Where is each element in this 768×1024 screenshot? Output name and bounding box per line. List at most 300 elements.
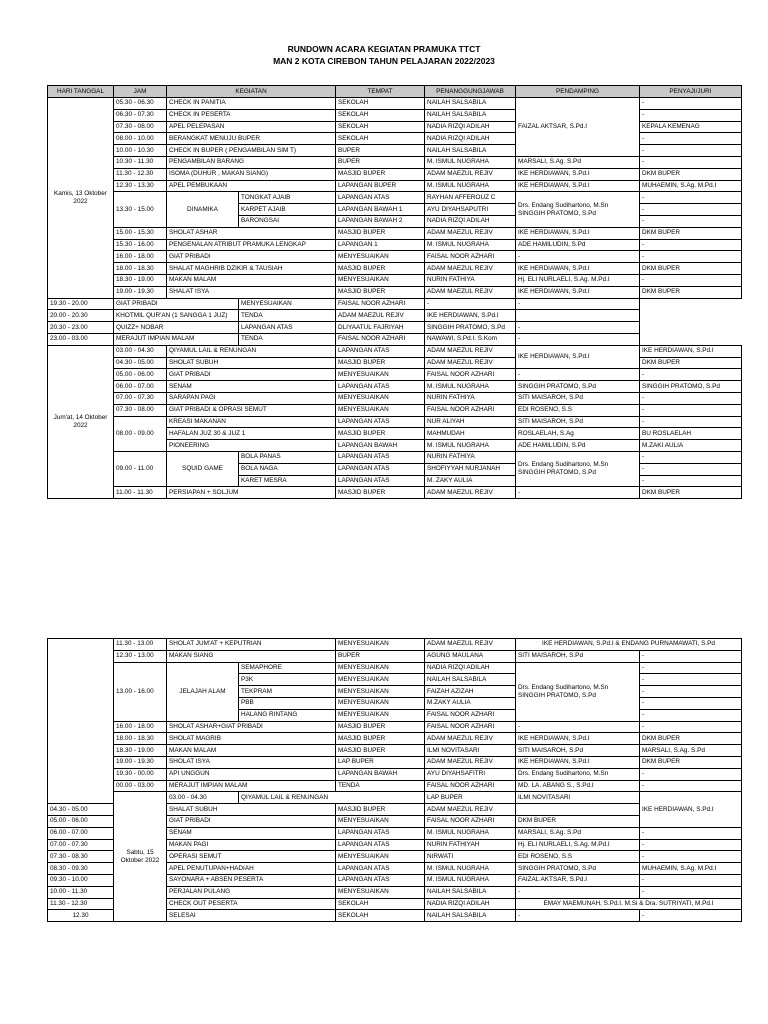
title-line-2: MAN 2 KOTA CIREBON TAHUN PELAJARAN 2022/2023 — [273, 55, 495, 66]
kegiatan-cell: KREASI MAKANAN — [167, 416, 336, 428]
jam-cell: 08.00 - 09.00 — [114, 416, 167, 451]
juri-cell: - — [640, 204, 742, 216]
kegiatan-cell: SHOLAT MAGRIB — [167, 733, 336, 745]
juri-cell: - — [640, 145, 742, 157]
pendamping-name: SINGGIH PRATOMO, S.Pd — [518, 209, 596, 217]
table-row — [48, 310, 742, 322]
tempat-cell: LAPANGAN ATAS — [239, 322, 336, 334]
pj-cell: ADAM MAEZUL REJIV — [425, 345, 516, 357]
tempat-cell: MASJID BUPER — [336, 804, 425, 816]
kegiatan-cell: SHOLAT ASHAR — [167, 227, 336, 239]
pj-cell: ADAM MAEZUL REJIV — [425, 639, 516, 651]
pendamping-cell: Hj. ELI NURLAELI, S.Ag. M.Pd.I — [516, 274, 640, 286]
jam-cell: 08.00 - 10.00 — [114, 133, 167, 145]
jam-cell: 03.00 - 04.30 — [114, 345, 167, 357]
juri-cell: DKM BUPER — [640, 733, 742, 745]
juri-cell: - — [640, 475, 742, 487]
jam-cell: 05.00 - 06.00 — [114, 369, 167, 381]
table-row — [48, 416, 742, 428]
table-row — [48, 662, 742, 674]
pj-cell: ADAM MAEZUL REJIV — [425, 357, 516, 369]
kegiatan-cell: GIAT PRIBADI — [167, 369, 336, 381]
juri-cell: - — [640, 251, 742, 263]
kegiatan-group-cell: SQUID GAME — [167, 451, 239, 486]
kegiatan-cell: MERAJUT IMPIAN MALAM — [167, 780, 336, 792]
pendamping-cell: IKE HERDIAWAN, S.Pd.I & ENDANG PURNAMAWATI, S.Pd — [516, 639, 742, 651]
juri-cell: DKM BUPER — [640, 168, 742, 180]
table-row — [48, 768, 742, 780]
header-jam: JAM — [114, 86, 167, 98]
jam-cell: 12.30 - 13.30 — [114, 180, 167, 192]
tempat-cell: LAPANGAN 1 — [336, 239, 425, 251]
sub-kegiatan-cell: KARPET AJAIB — [239, 204, 336, 216]
kegiatan-cell: SHALAT SUBUH — [167, 804, 336, 816]
pj-cell: ADAM MAEZUL REJIV — [425, 804, 516, 816]
juri-cell: M.ZAKI AULIA — [640, 440, 742, 452]
juri-cell: - — [640, 768, 742, 780]
pendamping-cell — [516, 662, 640, 721]
kegiatan-cell: PENGENALAN ATRIBUT PRAMUKA LENGKAP — [167, 239, 336, 251]
pj-cell: ILMI NOVITASARI — [425, 745, 516, 757]
sub-kegiatan-cell: KARET MESRA — [239, 475, 336, 487]
tempat-cell: TENDA — [239, 310, 336, 322]
pj-cell: M. ISMUL NUGRAHA — [425, 440, 516, 452]
tempat-cell: TENDA — [239, 333, 336, 345]
pendamping-cell: - — [516, 886, 640, 898]
table-row — [48, 381, 742, 393]
pj-cell: ADAM MAEZUL REJIV — [425, 263, 516, 275]
table-row — [48, 227, 742, 239]
tempat-cell: MENYESUAIKAN — [336, 404, 425, 416]
pj-cell: FAISAL NOOR AZHARI — [336, 333, 425, 345]
kegiatan-cell: HAFALAN JUZ 30 & JUZ 1 — [167, 428, 336, 440]
kegiatan-cell: QUIZZ+ NOBAR — [114, 322, 239, 334]
jam-cell: 05.00 - 06.00 — [48, 815, 114, 827]
kegiatan-cell: SHALAT MAGHRIB DZIKIR & TAUSIAH — [167, 263, 336, 275]
pendamping-cell — [516, 192, 640, 227]
pj-cell: NAILAH SALSABILA — [425, 98, 516, 110]
kegiatan-cell: SHALAT ISYA — [167, 286, 336, 298]
pendamping-cell: IKE HERDIAWAN, S.Pd.I — [516, 733, 640, 745]
kegiatan-cell: APEL PEMBUKAAN — [167, 180, 336, 192]
table-row — [48, 345, 742, 357]
pendamping-cell: FAIZAL AKTSAR, S.Pd.I — [516, 874, 640, 886]
jam-cell: 16.00 - 18.00 — [114, 721, 167, 733]
day-cell-jumat-cont — [48, 639, 114, 804]
juri-cell: - — [640, 451, 742, 463]
table-row — [48, 639, 742, 651]
jam-cell: 18.30 - 19.00 — [114, 745, 167, 757]
kegiatan-cell: CHECK OUT PESERTA — [167, 898, 336, 910]
table-row — [48, 168, 742, 180]
pj-cell: FAISAL NOOR AZHARI — [425, 369, 516, 381]
jam-cell: 06.00 - 07.00 — [48, 827, 114, 839]
juri-cell: DKM BUPER — [640, 357, 742, 369]
juri-cell: - — [516, 333, 640, 345]
header-row — [48, 86, 742, 98]
pj-cell: NADIA RIZQI ADILAH — [425, 662, 516, 674]
tempat-cell: MENYESUAIKAN — [336, 697, 425, 709]
pendamping-cell: ADE HAMILUDIN, S.Pd — [516, 440, 640, 452]
tempat-cell: MENYESUAIKAN — [336, 392, 425, 404]
tempat-cell: SEKOLAH — [336, 133, 425, 145]
kegiatan-cell: PENGAMBILAN BARANG — [167, 156, 336, 168]
pj-cell: ADAM MAEZUL REJIV — [425, 168, 516, 180]
tempat-cell: MENYESUAIKAN — [336, 369, 425, 381]
table-row — [48, 286, 742, 298]
header-pendamping: PENDAMPING — [516, 86, 640, 98]
tempat-cell: MASJID BUPER — [336, 357, 425, 369]
schedule-table-2 — [47, 638, 742, 922]
pendamping-cell: IKE HERDIAWAN, S.Pd.I — [516, 227, 640, 239]
pendamping-cell: SINGGIH PRATOMO, S.Pd — [516, 381, 640, 393]
jam-cell: 11.30 - 12.30 — [48, 898, 114, 910]
tempat-cell: MASJID BUPER — [336, 286, 425, 298]
pj-cell: FAISAL NOOR AZHARI — [425, 815, 516, 827]
tempat-cell: LAPANGAN ATAS — [336, 874, 425, 886]
pj-cell: NADIA RIZQI ADILAH — [425, 133, 516, 145]
sub-kegiatan-cell: BOLA PANAS — [239, 451, 336, 463]
tempat-cell: MASJID BUPER — [336, 745, 425, 757]
pendamping-cell: IKE HERDIAWAN, S.Pd.I — [516, 263, 640, 275]
pendamping-cell: Drs. Endang Sudihartono, M.Sn — [516, 768, 640, 780]
pendamping-cell: - — [516, 369, 640, 381]
tempat-cell: LAPANGAN BAWAH — [336, 768, 425, 780]
sub-kegiatan-cell: HALANG RINTANG — [239, 709, 336, 721]
pendamping-name: Drs. Endang Sudihartono, M.Sn — [518, 461, 609, 469]
pj-cell: FAISAL NOOR AZHARI — [425, 780, 516, 792]
pendamping-name: SINGGIH PRATOMO, S.Pd — [518, 469, 596, 477]
pendamping-name: Drs. Endang Sudihartono, M.Sn — [518, 201, 609, 209]
pj-cell: MAHMUDAH — [425, 428, 516, 440]
table-row — [48, 404, 742, 416]
jam-cell: 10.00 - 10.30 — [114, 145, 167, 157]
juri-cell: - — [640, 886, 742, 898]
kegiatan-cell: MAKAN MALAM — [167, 274, 336, 286]
pendamping-cell: IKE HERDIAWAN, S.Pd.I — [516, 756, 640, 768]
pendamping-cell: SINGGIH PRATOMO, S.Pd — [516, 863, 640, 875]
tempat-cell: LAPANGAN ATAS — [336, 463, 425, 475]
juri-cell: - — [640, 192, 742, 204]
pj-cell: ADAM MAEZUL REJIV — [336, 310, 425, 322]
kegiatan-cell: BERANGKAT MENUJU BUPER — [167, 133, 336, 145]
tempat-cell: MASJID BUPER — [336, 487, 425, 499]
juri-cell: DKM BUPER — [640, 756, 742, 768]
header-pj: PENANGGUNGJAWAB — [425, 86, 516, 98]
pj-cell: M. ISMUL NUGRAHA — [425, 827, 516, 839]
kegiatan-group-cell: JELAJAH ALAM — [167, 662, 239, 721]
pj-cell: M. ISMUL NUGRAHA — [425, 239, 516, 251]
juri-cell: - — [640, 133, 742, 145]
jam-cell: 06.30 - 07.30 — [114, 109, 167, 121]
header-hari: HARI TANGGAL — [48, 86, 114, 98]
pj-cell: NURIN FATHIYAH — [425, 839, 516, 851]
kegiatan-cell: SENAM — [167, 827, 336, 839]
table-row — [48, 721, 742, 733]
pendamping-cell: FAIZAL AKTSAR, S.Pd.I — [516, 98, 640, 157]
juri-cell: IKE HERDIAWAN, S.Pd.I — [640, 345, 742, 357]
sub-kegiatan-cell: PBB — [239, 697, 336, 709]
pendamping-cell: IKE HERDIAWAN, S.Pd.I — [516, 180, 640, 192]
kegiatan-cell: SHOLAT JUM'AT + KEPUTRIAN — [167, 639, 336, 651]
pj-cell: NADIA RIZQI ADILAH — [425, 215, 516, 227]
tempat-cell: MENYESUAIKAN — [336, 815, 425, 827]
tempat-cell: MENYESUAIKAN — [336, 639, 425, 651]
pj-cell: NAILAH SALSABILA — [425, 674, 516, 686]
pendamping-cell: IKE HERDIAWAN, S.Pd.I — [640, 792, 742, 827]
pj-cell: M. ISMUL NUGRAHA — [425, 381, 516, 393]
jam-cell: 13.30 - 15.00 — [114, 192, 167, 227]
juri-cell: - — [640, 827, 742, 839]
pendamping-cell: - — [516, 721, 640, 733]
kegiatan-cell: MAKAN PAGI — [167, 839, 336, 851]
day-cell-kamis: Kamis, 13 Oktober 2022 — [48, 98, 114, 299]
jam-cell: 19.00 - 19.30 — [114, 756, 167, 768]
jam-cell: 03.00 - 04.30 — [167, 792, 239, 804]
tempat-cell: LAPANGAN BAWAH 1 — [336, 204, 425, 216]
tempat-cell: MASJID BUPER — [336, 721, 425, 733]
jam-cell: 15.30 - 16.00 — [114, 239, 167, 251]
tempat-cell: MASJID BUPER — [336, 263, 425, 275]
table-row — [48, 733, 742, 745]
pj-cell: ILMI NOVITASARI — [516, 792, 640, 804]
kegiatan-cell: SARAPAN PAGI — [167, 392, 336, 404]
tempat-cell: LAPANGAN ATAS — [336, 839, 425, 851]
pendamping-cell: - — [516, 487, 640, 499]
pj-cell: M. ISMUL NUGRAHA — [425, 156, 516, 168]
kegiatan-cell: SELESAI — [167, 910, 336, 922]
juri-cell: DKM BUPER — [516, 815, 640, 827]
kegiatan-cell: MAKAN MALAM — [167, 745, 336, 757]
kegiatan-cell: GIAT PRIBADI — [167, 251, 336, 263]
pj-cell: NADIA RIZQI ADILAH — [425, 898, 516, 910]
tempat-cell: BUPER — [336, 650, 425, 662]
jam-cell: 12.30 - 13.00 — [114, 650, 167, 662]
jam-cell: 07.00 - 07.30 — [114, 392, 167, 404]
pendamping-name: SINGGIH PRATOMO, S.Pd — [518, 691, 596, 699]
pj-cell: DLIYAATUL FAJRIYAH — [336, 322, 425, 334]
table-row — [48, 333, 742, 345]
kegiatan-cell: OPERASI SEMUT — [167, 851, 336, 863]
tempat-cell: SEKOLAH — [336, 910, 425, 922]
pj-cell: AYU DIYAHSAFITRI — [425, 768, 516, 780]
sub-kegiatan-cell: BOLA NAGA — [239, 463, 336, 475]
pj-cell: NADIA RIZQI ADILAH — [425, 121, 516, 133]
juri-cell — [516, 310, 640, 322]
juri-cell: - — [640, 156, 742, 168]
pj-cell: NAILAH SALSABILA — [425, 910, 516, 922]
header-juri: PENYAJI/JURI — [640, 86, 742, 98]
table-row — [48, 156, 742, 168]
jam-cell: 09.30 - 10.00 — [48, 874, 114, 886]
table-row — [48, 263, 742, 275]
kegiatan-cell: PERSIAPAN + SOLJUM — [167, 487, 336, 499]
juri-cell: - — [640, 650, 742, 662]
tempat-cell: MENYESUAIKAN — [336, 886, 425, 898]
kegiatan-cell: GIAT PRIBADI — [114, 298, 239, 310]
jam-cell: 11.00 - 11.30 — [114, 487, 167, 499]
kegiatan-cell: MAKAN SIANG — [167, 650, 336, 662]
juri-cell: - — [640, 839, 742, 851]
kegiatan-cell: KHOTMIL QUR'AN (1 SANGGA 1 JUZ) — [114, 310, 239, 322]
tempat-cell: SEKOLAH — [336, 121, 425, 133]
sub-kegiatan-cell: BARONGSAI — [239, 215, 336, 227]
pj-cell: FAIZAH AZIZAH — [425, 686, 516, 698]
tempat-cell: MENYESUAIKAN — [336, 674, 425, 686]
juri-cell: - — [640, 721, 742, 733]
pendamping-cell: IKE HERDIAWAN, S.Pd.I — [516, 168, 640, 180]
pj-cell: NIRWATI — [425, 851, 516, 863]
jam-cell: 04.30 - 05.00 — [114, 357, 167, 369]
pj-cell: ADAM MAEZUL REJIV — [425, 733, 516, 745]
kegiatan-group-cell: DINAMIKA — [167, 192, 239, 227]
kegiatan-cell: CHECK IN PANITIA — [167, 98, 336, 110]
table-row — [48, 251, 742, 263]
table-row — [48, 451, 742, 463]
jam-cell: 08.30 - 09.30 — [48, 863, 114, 875]
juri-cell: - — [640, 274, 742, 286]
juri-cell: - — [640, 239, 742, 251]
kegiatan-cell: APEL PENUTUPAN+HADIAH — [167, 863, 336, 875]
juri-cell: - — [640, 697, 742, 709]
pendamping-cell: SITI MAISAROH, S.Pd — [516, 392, 640, 404]
pj-cell: NUR ALIYAH — [425, 416, 516, 428]
pendamping-cell: IKE HERDIAWAN, S.Pd.I — [516, 286, 640, 298]
juri-cell: DKM BUPER — [640, 487, 742, 499]
pj-cell: AGUNG MAULANA — [425, 650, 516, 662]
kegiatan-cell: PERJALAN PULANG — [167, 886, 336, 898]
tempat-cell: MENYESUAIKAN — [336, 662, 425, 674]
juri-cell: MUHAEMIN, S.Ag. M.Pd.I — [640, 863, 742, 875]
day-cell-jumat: Jum'at, 14 Oktober 2022 — [48, 345, 114, 498]
sub-kegiatan-cell: SEMAPHORE — [239, 662, 336, 674]
jam-cell: 05.30 - 06.30 — [114, 98, 167, 110]
jam-cell: 18.00 - 18.30 — [114, 263, 167, 275]
jam-cell: 13.00 - 16.00 — [114, 662, 167, 721]
pendamping-cell: - — [516, 910, 640, 922]
jam-cell: 23.00 - 03.00 — [48, 333, 114, 345]
pendamping-cell: IKE HERDIAWAN, S.Pd.I — [516, 345, 640, 369]
tempat-cell: BUPER — [336, 145, 425, 157]
pj-cell: NURIN FATHIYA — [425, 274, 516, 286]
tempat-cell: SEKOLAH — [336, 109, 425, 121]
kegiatan-cell: ISOMA (DUHUR , MAKAN SIANG) — [167, 168, 336, 180]
juri-cell: - — [640, 369, 742, 381]
tempat-cell: BUPER — [336, 156, 425, 168]
table-row — [48, 780, 742, 792]
jam-cell: 11.30 - 12.30 — [114, 168, 167, 180]
kegiatan-cell: SHOLAT ASHAR+GIAT PRIBADI — [167, 721, 336, 733]
juri-cell: - — [640, 392, 742, 404]
pj-cell: NAILAH SALSABILA — [425, 886, 516, 898]
tempat-cell: MENYESUAIKAN — [336, 851, 425, 863]
table-row — [48, 180, 742, 192]
kegiatan-cell: GIAT PRIBADI & OPRASI SEMUT — [167, 404, 336, 416]
kegiatan-cell: CHECK IN PESERTA — [167, 109, 336, 121]
table-row — [48, 756, 742, 768]
jam-cell: 19.30 - 00.00 — [114, 768, 167, 780]
pj-cell: ADAM MAEZUL REJIV — [425, 286, 516, 298]
pendamping-cell: SITI MAISAROH, S.Pd — [516, 416, 640, 428]
table-row — [48, 745, 742, 757]
jam-cell: 06.00 - 07.00 — [114, 381, 167, 393]
juri-cell: MUHAEMIN, S.Ag. M.Pd.I — [640, 180, 742, 192]
juri-cell: - — [640, 851, 742, 863]
pj-cell: M. ISMUL NUGRAHA — [425, 180, 516, 192]
tempat-cell: MENYESUAIKAN — [239, 298, 336, 310]
kegiatan-cell: APEL PELEPASAN — [167, 121, 336, 133]
table-row — [48, 392, 742, 404]
pj-cell: SHOFIYYAH NURJANAH — [425, 463, 516, 475]
tempat-cell: LAPANGAN ATAS — [336, 475, 425, 487]
jam-cell: 20.00 - 20.30 — [48, 310, 114, 322]
tempat-cell: MASJID BUPER — [336, 168, 425, 180]
jam-cell: 16.00 - 18.00 — [114, 251, 167, 263]
kegiatan-cell: API UNGGUN — [167, 768, 336, 780]
tempat-cell: LAPANGAN BAWAH — [336, 440, 425, 452]
tempat-cell: LAPANGAN BAWAH 2 — [336, 215, 425, 227]
jam-cell: 10.30 - 11.30 — [114, 156, 167, 168]
juri-cell: - — [640, 109, 742, 121]
tempat-cell: TENDA — [336, 780, 425, 792]
jam-cell: 07.30 - 08.30 — [48, 851, 114, 863]
tempat-cell: MASJID BUPER — [336, 428, 425, 440]
pj-cell: NURIN FATHIYA — [425, 451, 516, 463]
juri-cell: - — [640, 686, 742, 698]
jam-cell: 15.00 - 15.30 — [114, 227, 167, 239]
table-row — [48, 792, 742, 804]
juri-cell: - — [640, 98, 742, 110]
tempat-cell: LAPANGAN ATAS — [336, 451, 425, 463]
jam-cell: 12.30 — [48, 910, 114, 922]
juri-cell: - — [640, 709, 742, 721]
jam-cell: 18.30 - 19.00 — [114, 274, 167, 286]
juri-cell: - — [640, 674, 742, 686]
kegiatan-cell: SHOLAT ISYA — [167, 756, 336, 768]
kegiatan-cell: SHOLAT SUBUH — [167, 357, 336, 369]
juri-cell: KEPALA KEMENAG — [640, 121, 742, 133]
pj-cell: M. ISMUL NUGRAHA — [425, 874, 516, 886]
jam-cell: 09.00 - 11.00 — [114, 451, 167, 486]
pj-cell: NURIN FATHIYA — [425, 392, 516, 404]
juri-cell: MARSALI, S.Ag. S.Pd — [640, 745, 742, 757]
juri-cell: - — [516, 298, 640, 310]
jam-cell: 07.30 - 08.00 — [114, 121, 167, 133]
tempat-cell: MENYESUAIKAN — [336, 686, 425, 698]
jam-cell: 19.00 - 19.30 — [114, 286, 167, 298]
juri-cell: - — [640, 874, 742, 886]
table-row — [48, 369, 742, 381]
pendamping-cell: SITI MAISAROH, S.Pd — [516, 745, 640, 757]
pendamping-cell: EMAY MAEMUNAH, S.Pd.I. M.Si & Dra. SUTRIYATI, M.Pd.I — [516, 898, 742, 910]
pj-cell: FAISAL NOOR AZHARI — [425, 721, 516, 733]
header-kegiatan: KEGIATAN — [167, 86, 336, 98]
juri-cell: - — [640, 463, 742, 475]
pendamping-cell: - — [425, 298, 516, 310]
pendamping-cell: MARSALI, S.Ag. S.Pd — [516, 156, 640, 168]
sub-kegiatan-cell: TONGKAT AJAIB — [239, 192, 336, 204]
tempat-cell: LAP BUPER — [425, 792, 516, 804]
pj-cell: ADAM MAEZUL REJIV — [425, 756, 516, 768]
juri-cell: BU ROSLAELAH — [640, 428, 742, 440]
jam-cell: 07.00 - 07.30 — [48, 839, 114, 851]
pendamping-cell: ROSLAELAH, S.Ag — [516, 428, 640, 440]
pj-cell: M. ISMUL NUGRAHA — [425, 863, 516, 875]
juri-cell: DKM BUPER — [640, 263, 742, 275]
pendamping-cell — [516, 451, 640, 486]
header-tempat: TEMPAT — [336, 86, 425, 98]
juri-cell: DKM BUPER — [640, 227, 742, 239]
